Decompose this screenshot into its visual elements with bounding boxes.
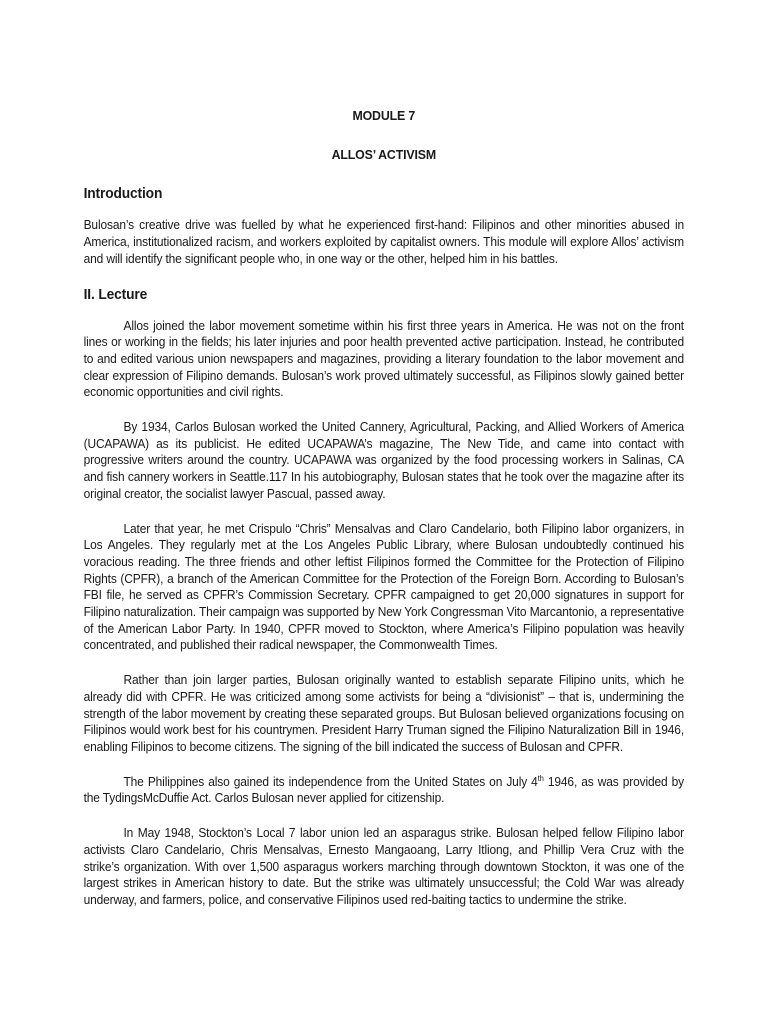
- lecture-paragraph-3: Later that year, he met Crispulo “Chris” Mensalvas and Claro Candelario, both Filipino labor organizers, in Los Angeles. They regularly met at the Los Angeles Public Library, where Bulosan undoubtedly continued his voracious reading. The three friends and other leftist Filipinos formed the Committee for the Protection of Filipino Rights (CPFR), a branch of the American Committee for the Protection of the Foreign Born. According to Bulosan’s FBI file, he served as CPFR’s Commission Secretary. CPFR campaigned to get 20,000 signatures in support for Filipino naturalization. Their campaign was supported by New York Congressman Vito Marcantonio, a representative of the American Labor Party. In 1940, CPFR moved to Stockton, where America’s Filipino population was heavily concentrated, and published their radical newspaper, the Commonwealth Times.: [83, 521, 685, 653]
- lecture-paragraph-strike: In May 1948, Stockton’s Local 7 labor union led an asparagus strike. Bulosan helped fellow Filipino labor activists Claro Candelario, Chris Mensalvas, Ernesto Mangaoang, Larry Itliong, and Phillip Vera Cruz with the strike’s organization. With over 1,500 asparagus workers marching through downtown Stockton, it was one of the largest strikes in American history to date. But the strike was ultimately unsuccessful; the Cold War was already underway, and farmers, police, and conservative Filipinos used red-baiting tactics to undermine the strike.: [83, 826, 685, 907]
- introduction-heading: Introduction: [83, 186, 163, 203]
- lecture-paragraph-2: By 1934, Carlos Bulosan worked the United Cannery, Agricultural, Packing, and Allied Workers of America (UCAPAWA) as its publicist. He edited UCAPAWA’s magazine, The New Tide, and came into contact with progressive writers around the country. UCAPAWA was organized by the food processing workers in Salinas, CA and fish cannery workers in Seattle.117 In his autobiography, Bulosan states that he took over the magazine after its original creator, the socialist lawyer Pascual, passed away.: [83, 420, 685, 501]
- lecture-paragraph-independence: [84, 774, 684, 807]
- independence-text-end: 1946, as was provided by the TydingsMcDuffie Act. Carlos Bulosan never applied for citizenship.: [83, 774, 684, 806]
- module-title: ALLOS’ ACTIVISM: [331, 146, 437, 162]
- introduction-paragraph: Bulosan’s creative drive was fuelled by what he experienced first-hand: Filipinos and other minorities abused in America, institutionalized racism, and workers exploited by capitalist owners. This module will explore Allos’ activism and will identify the significant people who, in one way or the other, helped him in his battles.: [83, 218, 685, 266]
- independence-text-start: The Philippines also gained its independence from the United States on July 4: [123, 774, 538, 789]
- lecture-paragraph-1: Allos joined the labor movement sometime within his first three years in America. He was not on the front lines or working in the fields; his later injuries and poor health prevented active participation. Instead, he contributed to and edited various union newspapers and magazines, providing a literary foundation to the labor movement and clear expression of Filipino demands. Bulosan’s work proved ultimately successful, as Filipinos slowly gained better economic opportunities and civil rights.: [83, 318, 685, 400]
- ordinal-suffix: th: [537, 773, 544, 783]
- lecture-heading: II. Lecture: [83, 286, 148, 303]
- module-number: MODULE 7: [352, 108, 416, 123]
- lecture-paragraph-4: Rather than join larger parties, Bulosan originally wanted to establish separate Filipino units, which he already did with CPFR. He was criticized among some activists for being a “divisionist” – that is, undermining the strength of the labor movement by creating these separated groups. But Bulosan believed organizations focusing on Filipinos would work best for his countrymen. President Harry Truman signed the Filipino Naturalization Bill in 1946, enabling Filipinos to become citizens. The signing of the bill indicated the success of Bulosan and CPFR.: [83, 673, 685, 754]
